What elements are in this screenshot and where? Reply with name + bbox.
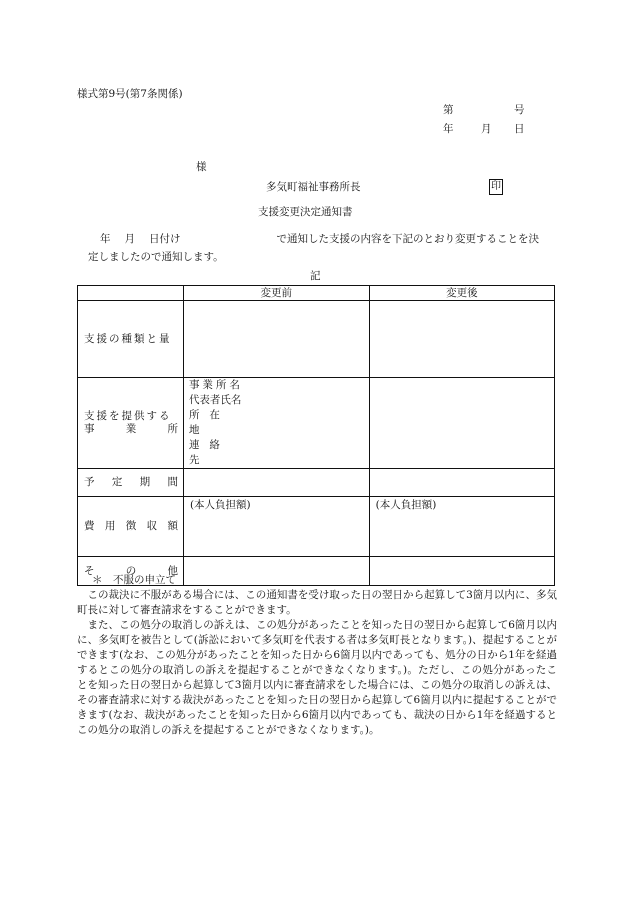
other-before bbox=[183, 557, 369, 586]
period-before bbox=[183, 469, 369, 497]
fee-before: (本人負担額) bbox=[183, 497, 369, 557]
field-label: 事業所名 bbox=[188, 379, 243, 391]
header-blank-cell bbox=[78, 286, 184, 301]
row-label-kind-amount bbox=[78, 301, 184, 378]
table-row bbox=[78, 469, 555, 497]
provider-after bbox=[369, 378, 554, 469]
table-row bbox=[78, 497, 555, 557]
fee-char: 額 bbox=[167, 520, 178, 533]
period-char: 間 bbox=[167, 476, 178, 489]
period-char: 期 bbox=[139, 476, 151, 489]
document-number-label: 第 bbox=[443, 104, 454, 116]
period-after bbox=[369, 469, 554, 497]
intro-line-2: 定しましたので通知します。 bbox=[88, 251, 224, 263]
fee-label bbox=[84, 520, 178, 533]
kind-amount-before bbox=[183, 301, 369, 378]
document-title: 支援変更決定通知書 bbox=[258, 206, 353, 218]
kind-amount-after bbox=[369, 301, 554, 378]
field-office-name bbox=[189, 378, 248, 393]
period-label bbox=[84, 476, 178, 489]
provider-label-line1: 支援を提供する bbox=[84, 410, 172, 423]
row-label-fee bbox=[78, 497, 184, 557]
date-day-label: 日 bbox=[514, 123, 525, 135]
provider-char: 所 bbox=[167, 423, 178, 435]
field-label: 所在地 bbox=[188, 409, 230, 436]
header-after: 変更後 bbox=[369, 286, 554, 301]
ki-heading: 記 bbox=[310, 270, 321, 282]
seal-mark: 印 bbox=[489, 179, 503, 195]
fee-after: (本人負担額) bbox=[369, 497, 554, 557]
period-char: 予 bbox=[84, 476, 95, 489]
field-representative bbox=[189, 393, 248, 408]
other-after bbox=[369, 557, 554, 586]
change-table bbox=[77, 285, 555, 586]
field-address bbox=[189, 408, 248, 438]
addressee-suffix: 様 bbox=[196, 161, 207, 173]
fee-char: 用 bbox=[104, 520, 116, 533]
intro-year: 年 bbox=[100, 233, 111, 245]
form-number: 様式第9号(第7条関係) bbox=[77, 88, 183, 100]
other-char: の bbox=[125, 564, 137, 577]
field-label: 代表者氏名 bbox=[188, 394, 242, 406]
fee-char: 収 bbox=[146, 520, 158, 533]
other-char: そ bbox=[84, 564, 95, 577]
provider-char: 業 bbox=[125, 423, 137, 435]
table-header-row bbox=[78, 286, 555, 301]
fee-char: 費 bbox=[84, 520, 95, 533]
date-month-label: 月 bbox=[481, 123, 492, 135]
appeal-heading: ＊ 不服の申立て bbox=[92, 574, 176, 586]
intro-day-dated: 日付け bbox=[149, 233, 181, 245]
intro-line-1 bbox=[100, 233, 539, 246]
intro-month: 月 bbox=[124, 233, 135, 245]
appeal-paragraph-1: この裁決に不服がある場合には、この通知書を受け取った日の翌日から起算して3箇月以内に、多気町長に対して審査請求をすることができます。 bbox=[77, 589, 557, 616]
intro-line-1-rest: で通知した支援の内容を下記のとおり変更することを決 bbox=[276, 233, 539, 245]
provider-char: 事 bbox=[84, 423, 95, 435]
header-before: 変更前 bbox=[183, 286, 369, 301]
table-row bbox=[78, 378, 555, 469]
appeal-notes bbox=[77, 588, 557, 738]
table-row bbox=[78, 301, 555, 378]
provider-before bbox=[183, 378, 369, 469]
field-label: 連絡先 bbox=[188, 439, 230, 466]
other-char: 他 bbox=[167, 564, 178, 577]
provider-label-line2 bbox=[84, 423, 178, 436]
field-contact bbox=[189, 438, 248, 468]
sender-name: 多気町福祉事務所長 bbox=[266, 181, 361, 193]
fee-char: 徴 bbox=[125, 520, 137, 533]
appeal-paragraph-2: また、この処分の取消しの訴えは、この処分があったことを知った日の翌日から起算して6箇月以内に、多気町を被告として(訴訟において多気町を代表する者は多気町長となります。)、提起することができます(なお、この処分があったことを知った日から6箇月以内であっても、処分の日から1年を経過するとこの処分の取消しの訴えを提起することができなくなります。)。ただし、この処分があったことを知った日の翌日から起算して3箇月以内に審査請求をした場合には、この処分の取消しの訴えは、その審査請求に対する裁決があったことを知った日の翌日から起算して6箇月以内に提起することができます(なお、裁決があったことを知った日から6箇月以内であっても、裁決の日から1年を経過するとこの処分の取消しの訴えを提起することができなくなります。)。 bbox=[77, 619, 557, 736]
date-year-label: 年 bbox=[443, 123, 454, 135]
kind-amount-label: 支援の種類と量 bbox=[84, 332, 172, 345]
row-label-period bbox=[78, 469, 184, 497]
period-char: 定 bbox=[111, 476, 123, 489]
row-label-provider bbox=[78, 378, 184, 469]
document-number-suffix: 号 bbox=[514, 104, 525, 116]
